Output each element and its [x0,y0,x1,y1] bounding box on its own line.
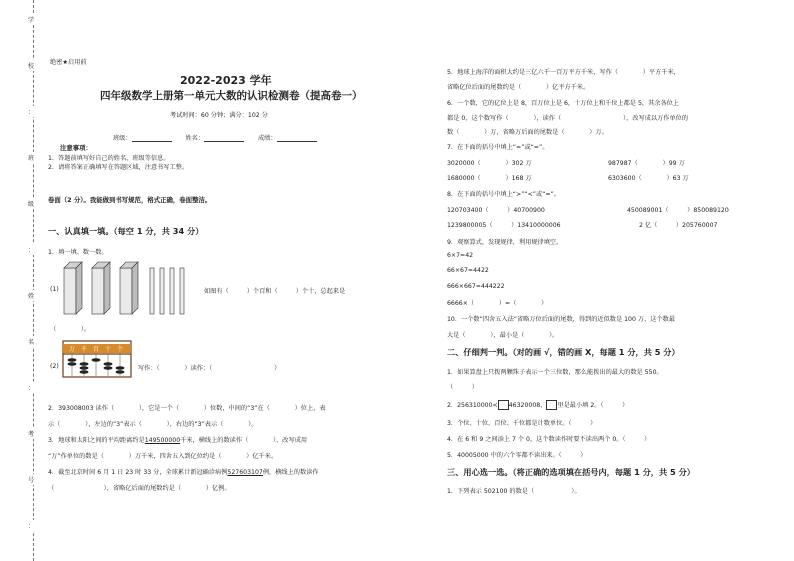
q8-item: 450089001（ ）850089120 [627,207,729,214]
abacus-label: 万 [68,346,76,353]
gutter-char: 名 [28,336,34,347]
abacus-figure [62,340,132,378]
question-1-1-label: (1) [50,286,59,293]
question-10-line-b: 大是（ ），最小是（ ）。 [447,332,559,339]
q8-item: 2 亿（ ）205760007 [639,222,718,229]
blank-box[interactable] [546,400,557,410]
question-2-line-a: 2．393008003 读作（ ），它是一个（ ）位数，中间的“3”在（ ）位上，表 [48,405,326,412]
judge-3: 3．个位、十位、百位、千位都是计数单位。（ ） [447,420,597,427]
note-1: 1．答题前填写好自己的姓名、班级等信息。 [48,155,170,162]
question-3-line-a: 3．地球和太阳之间的平均距离约是149500000千米，横线上的数读作（ ），改写成用 [48,437,308,444]
q8-item: 1239800005（ ）13410000006 [447,222,561,229]
q8-item: 120703400（ ）40700900 [447,207,545,214]
question-1-2-label: (2) [50,363,59,370]
gutter-char: 学 [28,14,34,25]
judge-1-line-b: （ ） [447,384,478,391]
gutter-char: 考 [28,428,34,439]
judge-2: 2．256310000< 46320008， 里是最小填 2。（ ） [447,402,629,409]
q7-item: 3020000（ ）302 万 [447,160,532,167]
q7-item: 987987（ ）99 万 [608,160,685,167]
note-2: 2．请将答案正确填写在答题区域，注意书写工整。 [48,164,189,171]
choice-1: 1．下列表示 502100 的数是（ ）。 [447,488,581,495]
gutter-char: ： [28,382,34,393]
question-2-line-b: 示（ ），左边的“3”表示（ ），右边的“3”表示（ ）。 [48,421,258,428]
hundred-block-icon [64,262,82,314]
gutter-char: 级 [28,198,34,209]
notes-title: 注意事项： [60,144,92,152]
q7-item: 1680000（ ）168 万 [447,175,532,182]
question-4-line-a: 4．截至北京时间 6 月 1 日 23 时 33 分，全球累计新冠确诊病例527603107例，横线上的数读作 [48,469,319,476]
question-7: 7．在下面的括号中填上“≈”或“=”。 [447,144,549,151]
gutter-char: ： [28,520,34,531]
gutter-char: 姓 [28,290,34,301]
gutter-char: ： [28,244,34,255]
gutter-char: 号 [28,474,34,485]
question-10-line-a: 10．一个数“四舍五入法”省略万位后面的尾数，得到的近似数是 100 万，这个数最 [447,316,676,323]
q9-line: 6×7=42 [447,252,474,259]
judge-5: 5．40005000 中的六个零都不读出来。（ ） [447,452,587,459]
judge-4: 4．在 6 和 9 之间添上 7 个 0，这个数读作时要不读出两个 0。（ ） [447,436,651,443]
q9-line: 6666×（ ）=（ ） [447,300,548,307]
binding-gutter [0,0,48,561]
question-1-1-text: 如图有（ ）个百和（ ）个十，总起来是 [204,288,346,295]
abacus-label: 十 [104,346,112,353]
question-1-1-answer: （ ）。 [50,326,91,333]
gutter-char: 校 [28,60,34,71]
question-6-line-c: 数（ ）万，省略万后面的尾数是（ ）万。 [447,129,608,136]
q7-item: 6303600（ ）63 万 [608,175,689,182]
section-2-title: 二、仔细判一判。（对的画 √，错的画 X，每题 1 分，共 5 分） [447,347,680,357]
hundred-block-icon [92,262,110,314]
class-field[interactable]: 班级： 姓名： 成绩： [113,133,317,142]
question-8: 8．在下面的括号中填上“>”“<”或“=”。 [447,191,560,198]
question-1-2-text: 写作：（ ）读作：（ ） [138,365,281,372]
abacus-label: 千 [80,346,88,353]
confidential-label: 绝密★启用前 [50,59,87,66]
section-1-title: 一、认真填一填。（每空 1 分，共 34 分） [48,226,204,236]
abacus-label: 个 [116,346,124,353]
abacus-label: 百 [92,346,100,353]
section-3-title: 三、用心选一选。（将正确的选项填在括号内，每题 1 分，共 5 分） [447,467,695,477]
question-9: 9．观察算式，发现规律，利用规律填空。 [447,239,563,246]
school-year: 2022-2023 学年 [180,74,272,87]
ten-rod-icon [150,268,184,314]
question-1: 1．填一填、数一数。 [48,249,108,256]
blank-box[interactable] [498,400,509,410]
question-4-line-b: （ ），省略亿后面的尾数约是（ ）亿例。 [48,485,231,492]
hundred-block-icon [120,262,138,314]
judge-1-line-a: 1．如果算盘上只拨两颗珠子表示一个三位数，那么能拨出的最大的数是 550。 [447,369,663,376]
hundreds-tens-blocks-figure [62,258,202,318]
question-3-line-b: “万”作单位的数是（ ）万千米，四舍五入到亿位约是（ ）亿千米。 [48,453,278,460]
question-5-line-a: 5．地球上海洋的面积大约是三亿六千一百万平方千米，写作（ ）平方千米， [447,69,680,76]
gutter-char: 班 [28,152,34,163]
exam-title: 四年级数学上册第一单元大数的认识检测卷（提高卷一） [100,90,363,102]
question-6-line-b: 都是 0，这个数写作（ ），读作（ ），改写成以万作单位的 [447,115,689,122]
gutter-char: ： [28,106,34,117]
question-5-line-b: 省略亿位后面的尾数约是（ ）亿平方千米。 [447,84,590,91]
neatness-line: 卷面（2 分）。我能做到书写规范，格式正确，卷面整洁。 [48,196,212,204]
exam-info: 考试时间：60 分钟；满分：102 分 [170,112,268,119]
q9-line: 666×667=444222 [447,283,505,290]
question-6-line-a: 6．一个数，它的亿位上是 8，百万位上是 6，十万位上和千位上都是 5，其余各位上 [447,100,680,107]
q9-line: 66×67=4422 [447,267,489,274]
